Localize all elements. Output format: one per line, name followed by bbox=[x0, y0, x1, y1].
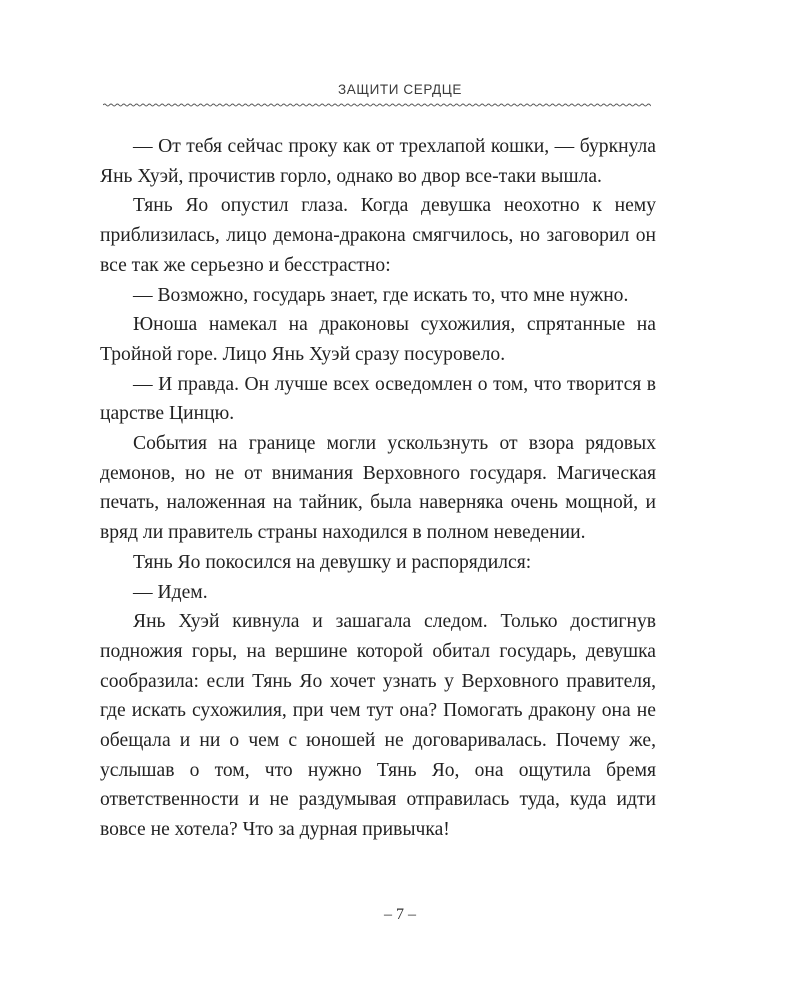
paragraph: Тянь Яо опустил глаза. Когда девушка неохотно к нему приблизилась, лицо демона-дракона смягчилось, но заговорил он все так же серьезно и бесстрастно: bbox=[100, 195, 656, 276]
paragraph: Тянь Яо покосился на девушку и распорядился: bbox=[133, 551, 532, 573]
paragraph: — Возможно, государь знает, где искать то, что мне нужно. bbox=[133, 284, 629, 306]
header-wavy-rule bbox=[103, 100, 651, 110]
running-head-title: ЗАЩИТИ СЕРДЦЕ bbox=[337, 82, 462, 97]
paragraph: — От тебя сейчас проку как от трехлапой кошки, — буркнула Янь Хуэй, прочистив горло, однако во двор все-таки вышла. bbox=[100, 136, 656, 187]
body-text bbox=[100, 132, 656, 845]
paragraph: — Идем. bbox=[133, 581, 208, 603]
paragraph: События на границе могли ускользнуть от взора рядовых демонов, но не от внимания Верховного государя. Магическая печать, наложенная на тайник, была наверняка очень мощной, и вряд ли правитель страны находился в полном неведении. bbox=[100, 433, 656, 544]
paragraph: Юноша намекал на драконовы сухожилия, спрятанные на Тройной горе. Лицо Янь Хуэй сразу посуровело. bbox=[100, 314, 656, 365]
paragraph: Янь Хуэй кивнула и зашагала следом. Только достигнув подножия горы, на вершине которой обитал государь, девушка сообразила: если Тянь Яо хочет узнать у Верховного правителя, где искать сухожилия, при чем тут она? Помогать дракону она не обещала и ни о чем с юношей не договаривалась. Почему же, услышав о том, что нужно Тянь Яо, она ощутила бремя ответственности и не раздумывая отправилась туда, куда идти вовсе не хотела? Что за дурная привычка! bbox=[100, 611, 656, 841]
paragraph: — И правда. Он лучше всех осведомлен о том, что творится в царстве Цинцю. bbox=[100, 373, 656, 425]
page-number: – 7 – bbox=[384, 906, 416, 923]
